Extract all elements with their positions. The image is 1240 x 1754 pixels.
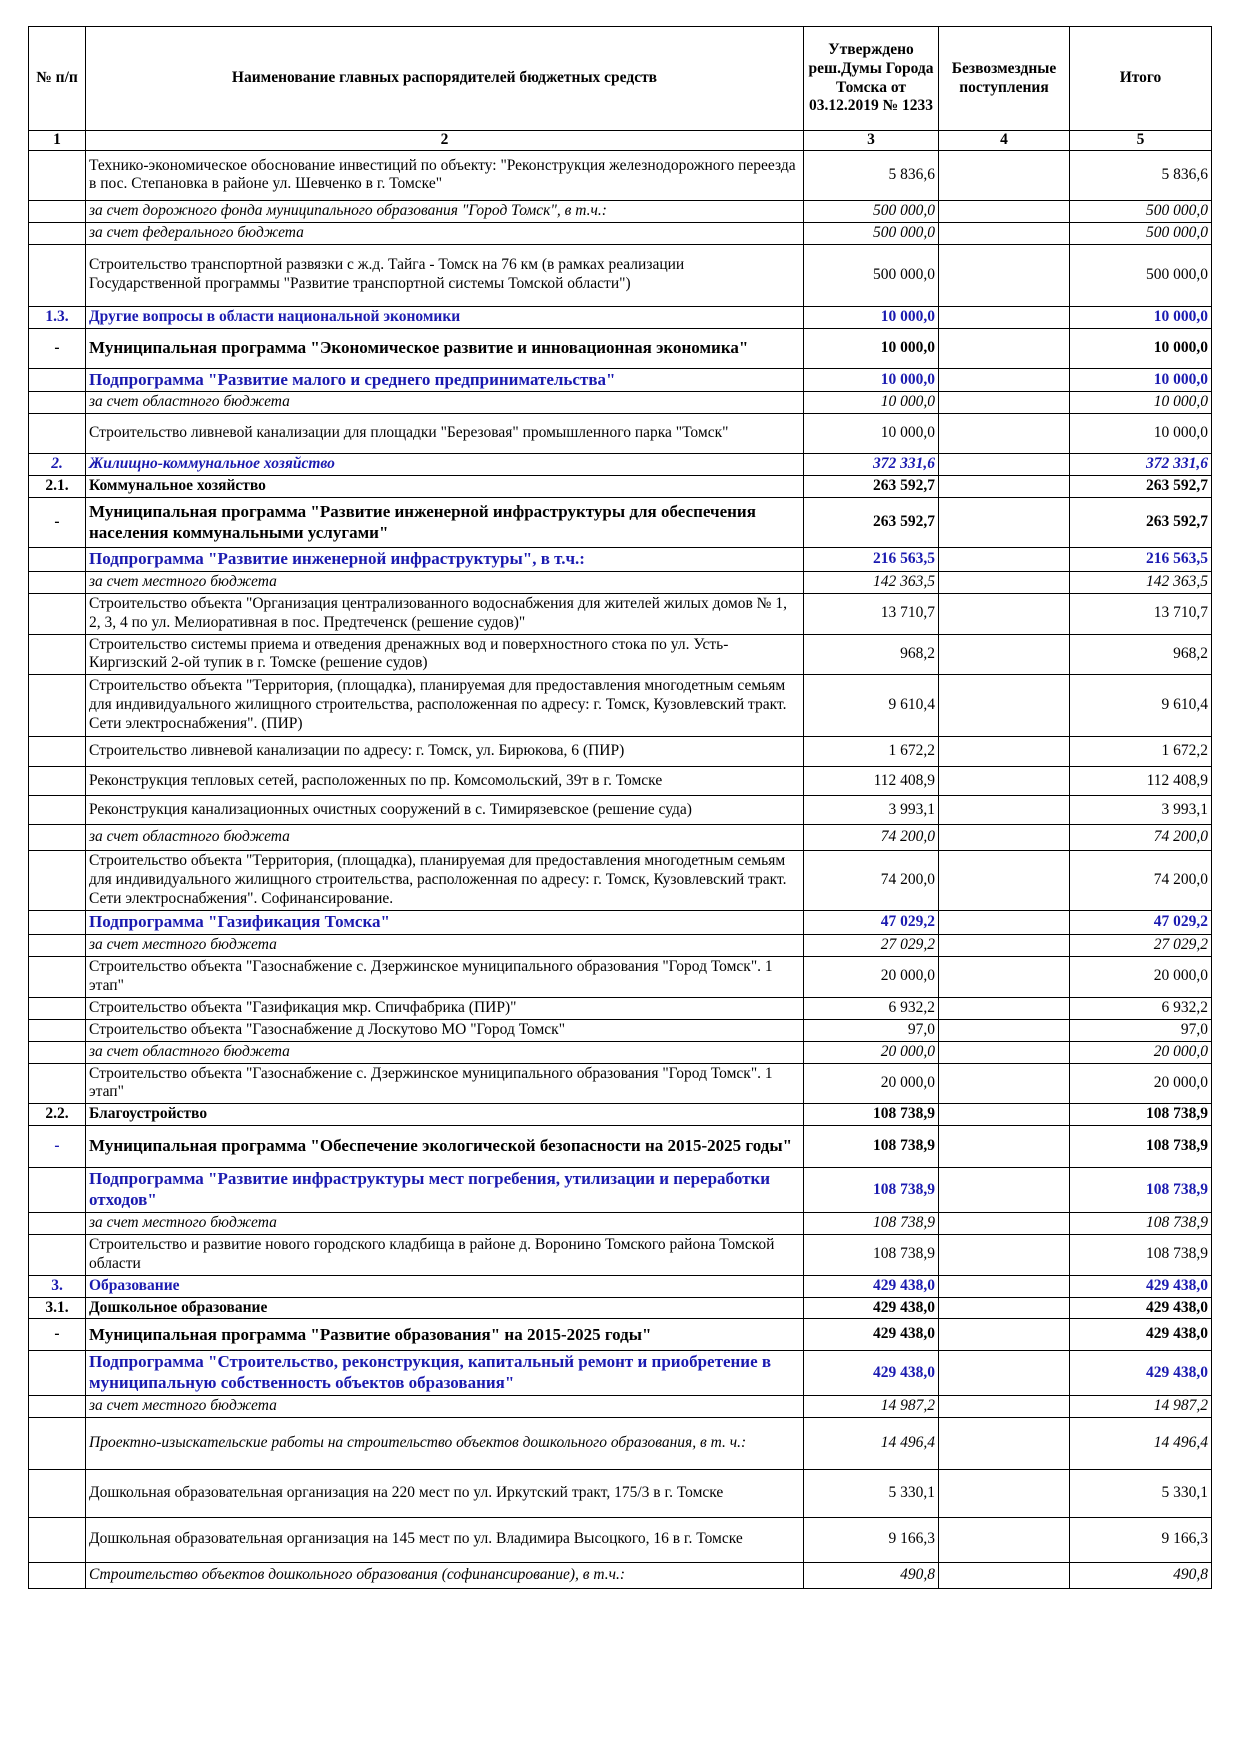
table-row (29, 911, 1212, 935)
row-grants-value (939, 737, 1070, 767)
table-row (29, 1395, 1212, 1417)
row-name: за счет областного бюджета (86, 1041, 804, 1063)
table-row (29, 368, 1212, 392)
row-approved-value: 74 200,0 (804, 851, 939, 911)
row-number (29, 1168, 86, 1212)
row-approved-value: 108 738,9 (804, 1126, 939, 1168)
row-approved-value: 47 029,2 (804, 911, 939, 935)
table-row (29, 454, 1212, 476)
row-total-value: 14 987,2 (1070, 1395, 1212, 1417)
table-row (29, 1212, 1212, 1234)
table-row (29, 222, 1212, 244)
row-total-value: 74 200,0 (1070, 851, 1212, 911)
row-approved-value: 14 987,2 (804, 1395, 939, 1417)
table-row (29, 675, 1212, 737)
row-name: за счет местного бюджета (86, 571, 804, 593)
row-name: Строительство ливневой канализации по адресу: г. Томск, ул. Бирюкова, 6 (ПИР) (86, 737, 804, 767)
table-row (29, 1319, 1212, 1351)
row-approved-value: 490,8 (804, 1562, 939, 1588)
row-approved-value: 500 000,0 (804, 200, 939, 222)
row-approved-value: 74 200,0 (804, 825, 939, 851)
row-total-value: 13 710,7 (1070, 593, 1212, 634)
table-row (29, 1297, 1212, 1319)
row-total-value: 429 438,0 (1070, 1297, 1212, 1319)
row-approved-value: 5 330,1 (804, 1469, 939, 1517)
row-name: Подпрограмма "Газификация Томска" (86, 911, 804, 935)
row-name: за счет областного бюджета (86, 825, 804, 851)
row-name: Строительство и развитие нового городского кладбища в районе д. Воронино Томского района Томской области (86, 1234, 804, 1275)
row-approved-value: 10 000,0 (804, 368, 939, 392)
row-name: Дошкольное образование (86, 1297, 804, 1319)
row-number: - (29, 1319, 86, 1351)
row-approved-value: 27 029,2 (804, 935, 939, 957)
row-grants-value (939, 368, 1070, 392)
row-name: Реконструкция тепловых сетей, расположенных по пр. Комсомольский, 39т в г. Томске (86, 767, 804, 796)
row-number (29, 392, 86, 414)
row-approved-value: 429 438,0 (804, 1275, 939, 1297)
row-grants-value (939, 1517, 1070, 1562)
table-row (29, 392, 1212, 414)
table-row (29, 1019, 1212, 1041)
row-name: Строительство объекта "Организация централизованного водоснабжения для жителей жилых домов № 1, 2, 3, 4 по ул. Мелиоративная в пос. Предтеченск (решение судов)" (86, 593, 804, 634)
row-name: за счет федерального бюджета (86, 222, 804, 244)
row-name: Подпрограмма "Развитие инженерной инфраструктуры", в т.ч.: (86, 548, 804, 572)
header-total: Итого (1070, 27, 1212, 131)
row-approved-value: 20 000,0 (804, 956, 939, 997)
row-grants-value (939, 414, 1070, 454)
row-number (29, 737, 86, 767)
row-total-value: 14 496,4 (1070, 1417, 1212, 1469)
row-total-value: 10 000,0 (1070, 414, 1212, 454)
row-grants-value (939, 1104, 1070, 1126)
row-approved-value: 429 438,0 (804, 1297, 939, 1319)
row-approved-value: 97,0 (804, 1019, 939, 1041)
row-total-value: 142 363,5 (1070, 571, 1212, 593)
row-approved-value: 372 331,6 (804, 454, 939, 476)
row-approved-value: 142 363,5 (804, 571, 939, 593)
row-total-value: 968,2 (1070, 634, 1212, 675)
row-approved-value: 9 610,4 (804, 675, 939, 737)
row-number (29, 593, 86, 634)
row-number (29, 1417, 86, 1469)
table-row (29, 306, 1212, 328)
header-row (29, 27, 1212, 131)
row-approved-value: 10 000,0 (804, 414, 939, 454)
row-grants-value (939, 1417, 1070, 1469)
table-row (29, 593, 1212, 634)
row-name: Коммунальное хозяйство (86, 476, 804, 498)
row-number: - (29, 328, 86, 368)
row-name: Строительство объекта "Территория, (площадка), планируемая для предоставления многодетным семьям для индивидуального жилищного строительства, расположенная по адресу: г. Томск, Кузовлевский тракт. Сети электроснабжения". (ПИР) (86, 675, 804, 737)
row-name: за счет местного бюджета (86, 1212, 804, 1234)
row-grants-value (939, 1168, 1070, 1212)
row-name: Строительство объекта "Территория, (площадка), планируемая для предоставления многодетным семьям для индивидуального жилищного строительства, расположенная по адресу: г. Томск, Кузовлевский тракт. Сети электроснабжения". Софинансирование. (86, 851, 804, 911)
header-approved: Утверждено реш.Думы Города Томска от 03.12.2019 № 1233 (804, 27, 939, 131)
table-row (29, 1126, 1212, 1168)
row-total-value: 10 000,0 (1070, 306, 1212, 328)
row-name: Подпрограмма "Развитие инфраструктуры мест погребения, утилизации и переработки отходов" (86, 1168, 804, 1212)
row-grants-value (939, 498, 1070, 548)
row-total-value: 5 836,6 (1070, 150, 1212, 200)
row-total-value: 1 672,2 (1070, 737, 1212, 767)
row-name: Строительство транспортной развязки с ж.д. Тайга - Томск на 76 км (в рамках реализации Государственной программы "Развитие транспортной системы Томской области") (86, 244, 804, 306)
row-total-value: 97,0 (1070, 1019, 1212, 1041)
row-number (29, 1517, 86, 1562)
row-number (29, 911, 86, 935)
row-approved-value: 10 000,0 (804, 328, 939, 368)
row-number (29, 935, 86, 957)
table-row (29, 1041, 1212, 1063)
row-grants-value (939, 571, 1070, 593)
row-name: Дошкольная образовательная организация на 145 мест по ул. Владимира Высоцкого, 16 в г. Томске (86, 1517, 804, 1562)
row-grants-value (939, 1319, 1070, 1351)
row-number (29, 150, 86, 200)
table-row (29, 1234, 1212, 1275)
row-approved-value: 263 592,7 (804, 476, 939, 498)
row-total-value: 47 029,2 (1070, 911, 1212, 935)
table-row (29, 200, 1212, 222)
table-row (29, 796, 1212, 825)
row-total-value: 263 592,7 (1070, 476, 1212, 498)
row-number (29, 796, 86, 825)
row-grants-value (939, 150, 1070, 200)
row-total-value: 3 993,1 (1070, 796, 1212, 825)
row-grants-value (939, 1297, 1070, 1319)
row-number: 1.3. (29, 306, 86, 328)
row-grants-value (939, 454, 1070, 476)
table-row (29, 956, 1212, 997)
row-grants-value (939, 935, 1070, 957)
row-number (29, 414, 86, 454)
table-row (29, 1351, 1212, 1395)
row-grants-value (939, 634, 1070, 675)
row-number (29, 200, 86, 222)
row-name: Проектно-изыскательские работы на строительство объектов дошкольного образования, в т. ч.: (86, 1417, 804, 1469)
table-row (29, 328, 1212, 368)
row-grants-value (939, 997, 1070, 1019)
row-number (29, 1234, 86, 1275)
row-grants-value (939, 328, 1070, 368)
row-number: - (29, 1126, 86, 1168)
row-name: Муниципальная программа "Развитие образования" на 2015-2025 годы" (86, 1319, 804, 1351)
row-total-value: 10 000,0 (1070, 368, 1212, 392)
row-total-value: 500 000,0 (1070, 200, 1212, 222)
row-total-value: 20 000,0 (1070, 1041, 1212, 1063)
table-row (29, 767, 1212, 796)
table-row (29, 1063, 1212, 1104)
table-row (29, 1417, 1212, 1469)
row-grants-value (939, 244, 1070, 306)
row-approved-value: 500 000,0 (804, 222, 939, 244)
row-grants-value (939, 1126, 1070, 1168)
table-row (29, 1517, 1212, 1562)
row-approved-value: 500 000,0 (804, 244, 939, 306)
row-total-value: 108 738,9 (1070, 1212, 1212, 1234)
row-grants-value (939, 222, 1070, 244)
row-total-value: 216 563,5 (1070, 548, 1212, 572)
row-number (29, 368, 86, 392)
row-grants-value (939, 1234, 1070, 1275)
row-approved-value: 13 710,7 (804, 593, 939, 634)
row-number: 2.1. (29, 476, 86, 498)
row-grants-value (939, 392, 1070, 414)
row-name: за счет областного бюджета (86, 392, 804, 414)
table-row (29, 548, 1212, 572)
row-name: за счет дорожного фонда муниципального образования "Город Томск", в т.ч.: (86, 200, 804, 222)
row-number: 3. (29, 1275, 86, 1297)
row-number (29, 1212, 86, 1234)
row-total-value: 429 438,0 (1070, 1319, 1212, 1351)
index-cell: 5 (1070, 131, 1212, 151)
table-row (29, 1104, 1212, 1126)
row-number (29, 1019, 86, 1041)
row-name: Подпрограмма "Развитие малого и среднего предпринимательства" (86, 368, 804, 392)
row-number (29, 1562, 86, 1588)
row-number (29, 548, 86, 572)
row-grants-value (939, 200, 1070, 222)
row-name: Строительство объектов дошкольного образования (софинансирование), в т.ч.: (86, 1562, 804, 1588)
row-grants-value (939, 825, 1070, 851)
row-total-value: 372 331,6 (1070, 454, 1212, 476)
table-body (29, 150, 1212, 1588)
row-total-value: 5 330,1 (1070, 1469, 1212, 1517)
table-row (29, 244, 1212, 306)
row-approved-value: 1 672,2 (804, 737, 939, 767)
row-total-value: 9 166,3 (1070, 1517, 1212, 1562)
table-row (29, 634, 1212, 675)
row-approved-value: 14 496,4 (804, 1417, 939, 1469)
row-approved-value: 112 408,9 (804, 767, 939, 796)
row-name: Дошкольная образовательная организация на 220 мест по ул. Иркутский тракт, 175/3 в г. Томске (86, 1469, 804, 1517)
index-cell: 4 (939, 131, 1070, 151)
row-grants-value (939, 1019, 1070, 1041)
row-number: - (29, 498, 86, 548)
row-total-value: 500 000,0 (1070, 222, 1212, 244)
row-name: Муниципальная программа "Экономическое развитие и инновационная экономика" (86, 328, 804, 368)
row-name: Подпрограмма "Строительство, реконструкция, капитальный ремонт и приобретение в муниципальную собственность объектов образования" (86, 1351, 804, 1395)
row-total-value: 112 408,9 (1070, 767, 1212, 796)
table-row (29, 737, 1212, 767)
header-grants: Безвозмездные поступления (939, 27, 1070, 131)
row-number (29, 1041, 86, 1063)
row-approved-value: 10 000,0 (804, 306, 939, 328)
row-approved-value: 429 438,0 (804, 1319, 939, 1351)
table-row (29, 825, 1212, 851)
row-total-value: 500 000,0 (1070, 244, 1212, 306)
row-grants-value (939, 1469, 1070, 1517)
budget-table (28, 26, 1212, 1589)
row-grants-value (939, 476, 1070, 498)
row-number (29, 1469, 86, 1517)
row-name: Строительство объекта "Газоснабжение с. Дзержинское муниципального образования "Город Томск". 1 этап" (86, 956, 804, 997)
row-total-value: 108 738,9 (1070, 1126, 1212, 1168)
row-approved-value: 108 738,9 (804, 1168, 939, 1212)
header-num: № п/п (29, 27, 86, 131)
row-name: Строительство системы приема и отведения дренажных вод и поверхностного стока по ул. Усть-Киргизский 2-ой тупик в г. Томске (решение судов) (86, 634, 804, 675)
row-grants-value (939, 1212, 1070, 1234)
row-total-value: 20 000,0 (1070, 956, 1212, 997)
row-approved-value: 20 000,0 (804, 1063, 939, 1104)
row-number: 3.1. (29, 1297, 86, 1319)
row-total-value: 108 738,9 (1070, 1168, 1212, 1212)
row-number (29, 851, 86, 911)
row-approved-value: 108 738,9 (804, 1104, 939, 1126)
row-number (29, 1395, 86, 1417)
table-row (29, 571, 1212, 593)
row-total-value: 429 438,0 (1070, 1351, 1212, 1395)
row-name: Другие вопросы в области национальной экономики (86, 306, 804, 328)
row-grants-value (939, 306, 1070, 328)
row-name: Строительство объекта "Газификация мкр. Спичфабрика (ПИР)" (86, 997, 804, 1019)
table-row (29, 1469, 1212, 1517)
row-name: за счет местного бюджета (86, 1395, 804, 1417)
row-name: Благоустройство (86, 1104, 804, 1126)
table-row (29, 476, 1212, 498)
row-grants-value (939, 593, 1070, 634)
table-row (29, 1275, 1212, 1297)
row-approved-value: 10 000,0 (804, 392, 939, 414)
row-approved-value: 9 166,3 (804, 1517, 939, 1562)
row-total-value: 108 738,9 (1070, 1104, 1212, 1126)
row-total-value: 6 932,2 (1070, 997, 1212, 1019)
row-total-value: 74 200,0 (1070, 825, 1212, 851)
row-approved-value: 3 993,1 (804, 796, 939, 825)
row-total-value: 429 438,0 (1070, 1275, 1212, 1297)
row-name: за счет местного бюджета (86, 935, 804, 957)
table-row (29, 851, 1212, 911)
row-total-value: 10 000,0 (1070, 328, 1212, 368)
row-name: Реконструкция канализационных очистных сооружений в с. Тимирязевское (решение суда) (86, 796, 804, 825)
row-grants-value (939, 956, 1070, 997)
row-approved-value: 216 563,5 (804, 548, 939, 572)
row-number (29, 675, 86, 737)
row-number (29, 997, 86, 1019)
index-row (29, 131, 1212, 151)
row-grants-value (939, 1063, 1070, 1104)
row-name: Строительство объекта "Газоснабжение д Лоскутово МО "Город Томск" (86, 1019, 804, 1041)
row-number (29, 825, 86, 851)
row-grants-value (939, 548, 1070, 572)
row-total-value: 20 000,0 (1070, 1063, 1212, 1104)
row-name: Муниципальная программа "Обеспечение экологической безопасности на 2015-2025 годы" (86, 1126, 804, 1168)
row-approved-value: 108 738,9 (804, 1212, 939, 1234)
row-name: Образование (86, 1275, 804, 1297)
index-cell: 2 (86, 131, 804, 151)
row-approved-value: 20 000,0 (804, 1041, 939, 1063)
row-name: Строительство объекта "Газоснабжение с. Дзержинское муниципального образования "Город Томск". 1 этап" (86, 1063, 804, 1104)
table-row (29, 414, 1212, 454)
row-number: 2.2. (29, 1104, 86, 1126)
row-total-value: 108 738,9 (1070, 1234, 1212, 1275)
row-name: Жилищно-коммунальное хозяйство (86, 454, 804, 476)
header-name: Наименование главных распорядителей бюджетных средств (86, 27, 804, 131)
table-row (29, 1168, 1212, 1212)
row-number (29, 244, 86, 306)
row-approved-value: 6 932,2 (804, 997, 939, 1019)
row-number: 2. (29, 454, 86, 476)
row-total-value: 263 592,7 (1070, 498, 1212, 548)
row-grants-value (939, 1395, 1070, 1417)
table-row (29, 1562, 1212, 1588)
row-approved-value: 968,2 (804, 634, 939, 675)
row-total-value: 9 610,4 (1070, 675, 1212, 737)
row-grants-value (939, 911, 1070, 935)
row-total-value: 27 029,2 (1070, 935, 1212, 957)
row-number (29, 222, 86, 244)
row-number (29, 1351, 86, 1395)
row-name: Строительство ливневой канализации для площадки "Березовая" промышленного парка "Томск" (86, 414, 804, 454)
table-row (29, 150, 1212, 200)
row-number (29, 571, 86, 593)
row-grants-value (939, 851, 1070, 911)
row-approved-value: 5 836,6 (804, 150, 939, 200)
row-number (29, 1063, 86, 1104)
row-grants-value (939, 675, 1070, 737)
row-grants-value (939, 1351, 1070, 1395)
row-total-value: 490,8 (1070, 1562, 1212, 1588)
row-number (29, 956, 86, 997)
row-name: Технико-экономическое обоснование инвестиций по объекту: "Реконструкция железнодорожного переезда в пос. Степановка в районе ул. Шевченко в г. Томске" (86, 150, 804, 200)
row-grants-value (939, 796, 1070, 825)
row-number (29, 767, 86, 796)
row-number (29, 634, 86, 675)
row-grants-value (939, 1041, 1070, 1063)
index-cell: 3 (804, 131, 939, 151)
table-row (29, 498, 1212, 548)
row-approved-value: 429 438,0 (804, 1351, 939, 1395)
table-row (29, 935, 1212, 957)
row-total-value: 10 000,0 (1070, 392, 1212, 414)
row-grants-value (939, 767, 1070, 796)
row-grants-value (939, 1275, 1070, 1297)
row-approved-value: 108 738,9 (804, 1234, 939, 1275)
row-name: Муниципальная программа "Развитие инженерной инфраструктуры для обеспечения населения коммунальными услугами" (86, 498, 804, 548)
table-row (29, 997, 1212, 1019)
index-cell: 1 (29, 131, 86, 151)
row-approved-value: 263 592,7 (804, 498, 939, 548)
row-grants-value (939, 1562, 1070, 1588)
